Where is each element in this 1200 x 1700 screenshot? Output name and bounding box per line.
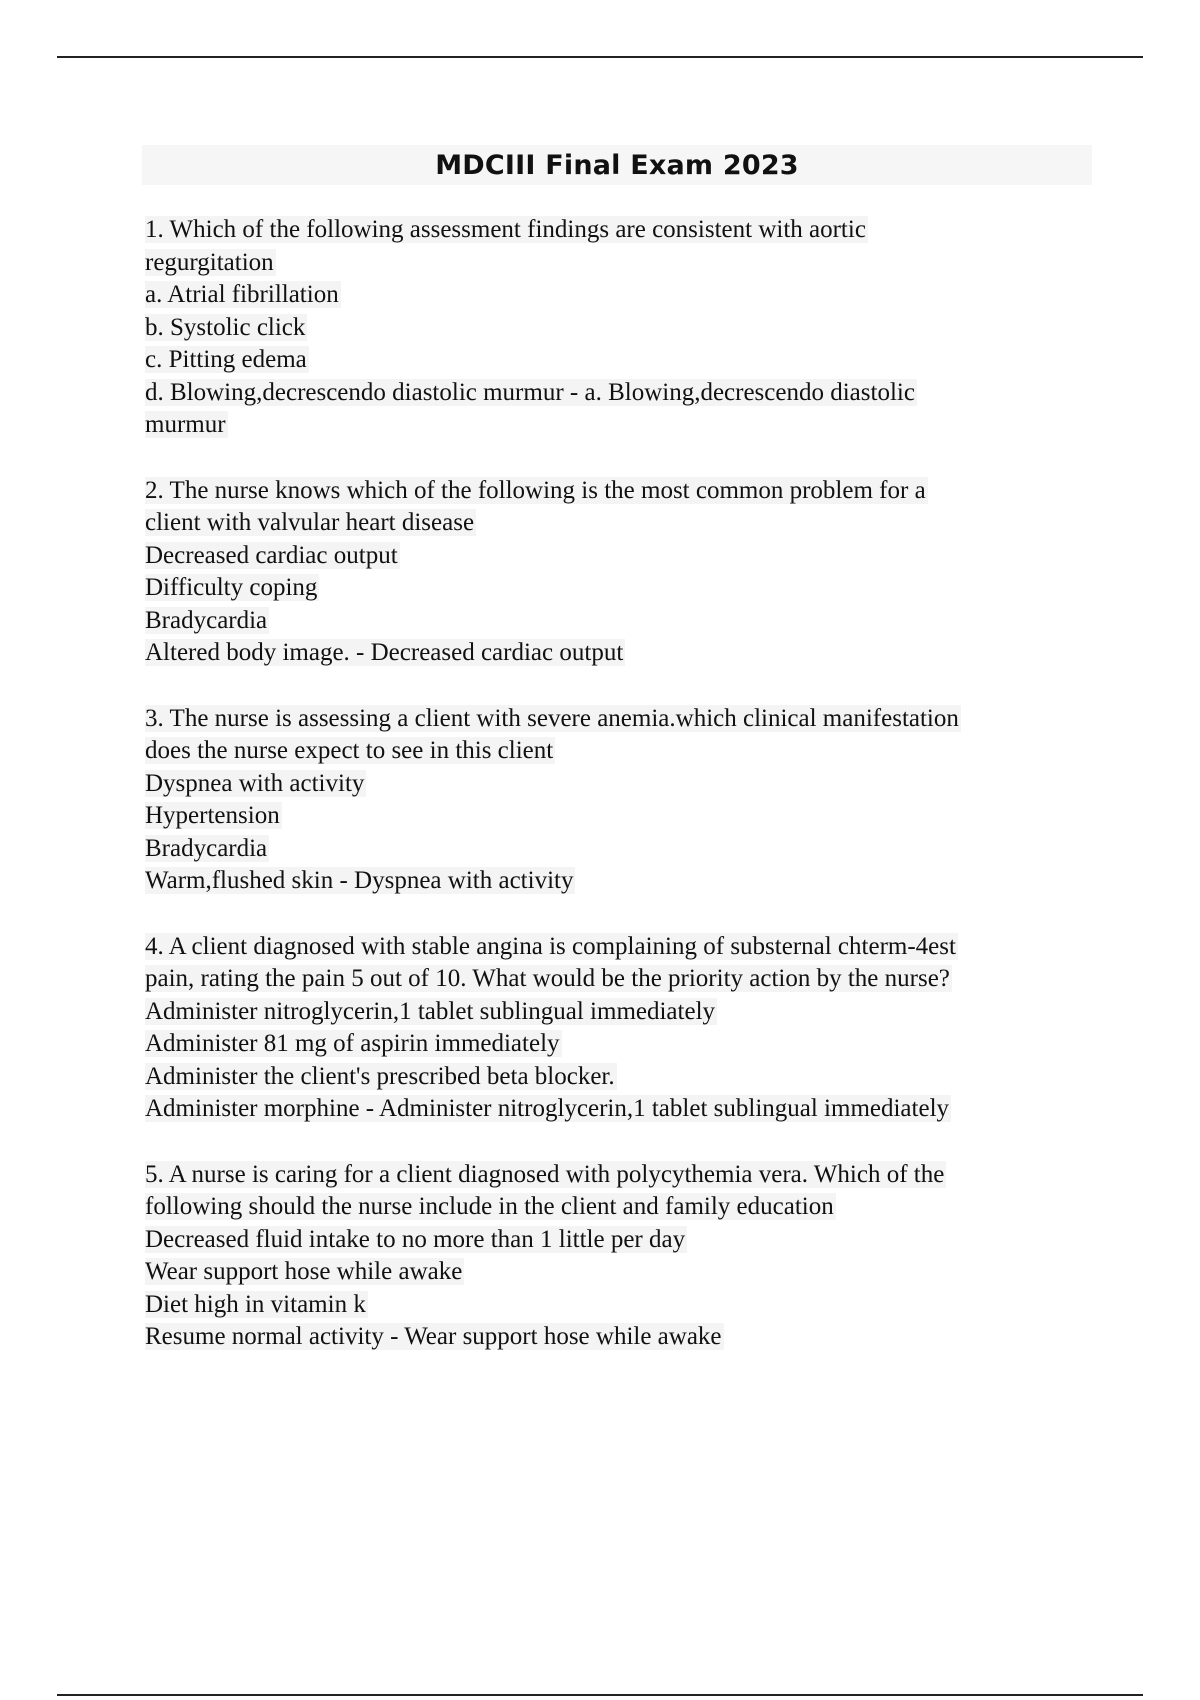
question-1: [145, 214, 1095, 442]
question-text: regurgitation: [145, 248, 274, 276]
answer-option: [145, 605, 1095, 638]
question-3: [145, 703, 1095, 898]
questions-body: [145, 214, 1095, 1387]
top-rule: [57, 56, 1143, 58]
option-text: d. Blowing,decrescendo diastolic murmur - a. Blowing,decrescendo diastolic: [145, 378, 915, 406]
answer-option: [145, 865, 1095, 898]
answer-option: [145, 279, 1095, 312]
answer-option: [145, 637, 1095, 670]
question-line: [145, 1191, 1095, 1224]
answer-option: [145, 996, 1095, 1029]
option-text: Decreased cardiac output: [145, 541, 398, 569]
answer-option: [145, 572, 1095, 605]
question-text: 2. The nurse knows which of the following is the most common problem for a: [145, 476, 926, 504]
answer-option: [145, 377, 1095, 410]
answer-option: [145, 540, 1095, 573]
option-text: Dyspnea with activity: [145, 769, 365, 797]
option-text: Administer 81 mg of aspirin immediately: [145, 1030, 560, 1057]
answer-option: [145, 1256, 1095, 1289]
question-text: 3. The nurse is assessing a client with severe anemia.which clinical manifestation: [145, 704, 959, 732]
question-text: 5. A nurse is caring for a client diagnosed with polycythemia vera. Which of the: [145, 1160, 945, 1188]
question-line: [145, 247, 1095, 280]
option-text: Warm,flushed skin - Dyspnea with activity: [145, 867, 574, 894]
answer-option: [145, 1093, 1095, 1126]
question-line: [145, 507, 1095, 540]
answer-option: [145, 768, 1095, 801]
option-text: Bradycardia: [145, 834, 268, 862]
option-text: murmur: [145, 411, 226, 438]
option-text: Difficulty coping: [145, 574, 318, 601]
answer-option: [145, 1061, 1095, 1094]
question-5: [145, 1159, 1095, 1354]
bottom-rule: [57, 1694, 1143, 1696]
title-band: [142, 145, 1092, 185]
option-text: b. Systolic click: [145, 313, 306, 341]
answer-option: [145, 800, 1095, 833]
question-line: [145, 475, 1095, 508]
answer-option: [145, 1321, 1095, 1354]
page-title: MDCIII Final Exam 2023: [435, 149, 799, 181]
question-line: [145, 1159, 1095, 1192]
option-text: Administer the client's prescribed beta blocker.: [145, 1062, 615, 1090]
answer-option: [145, 1224, 1095, 1257]
answer-option: [145, 409, 1095, 442]
answer-option: [145, 344, 1095, 377]
question-2: [145, 475, 1095, 670]
question-line: [145, 703, 1095, 736]
question-line: [145, 963, 1095, 996]
question-line: [145, 214, 1095, 247]
option-text: Altered body image. - Decreased cardiac output: [145, 639, 624, 666]
question-text: 4. A client diagnosed with stable angina is complaining of substernal chterm-4est: [145, 932, 956, 960]
option-text: c. Pitting edema: [145, 346, 307, 373]
option-text: Diet high in vitamin k: [145, 1290, 366, 1318]
option-text: Decreased fluid intake to no more than 1 little per day: [145, 1225, 686, 1253]
option-text: Administer nitroglycerin,1 tablet sublingual immediately: [145, 997, 716, 1025]
question-line: [145, 735, 1095, 768]
option-text: Bradycardia: [145, 606, 268, 634]
answer-option: [145, 1289, 1095, 1322]
question-text: client with valvular heart disease: [145, 509, 475, 536]
question-text: pain, rating the pain 5 out of 10. What would be the priority action by the nurse?: [145, 965, 950, 992]
answer-option: [145, 833, 1095, 866]
question-text: 1. Which of the following assessment findings are consistent with aortic: [145, 216, 866, 243]
option-text: Hypertension: [145, 802, 280, 829]
question-text: following should the nurse include in the client and family education: [145, 1193, 834, 1220]
option-text: Administer morphine - Administer nitroglycerin,1 tablet sublingual immediately: [145, 1095, 950, 1122]
question-line: [145, 931, 1095, 964]
option-text: a. Atrial fibrillation: [145, 281, 339, 308]
answer-option: [145, 312, 1095, 345]
question-4: [145, 931, 1095, 1126]
option-text: Wear support hose while awake: [145, 1258, 463, 1285]
answer-option: [145, 1028, 1095, 1061]
question-text: does the nurse expect to see in this client: [145, 737, 554, 764]
option-text: Resume normal activity - Wear support hose while awake: [145, 1323, 722, 1350]
